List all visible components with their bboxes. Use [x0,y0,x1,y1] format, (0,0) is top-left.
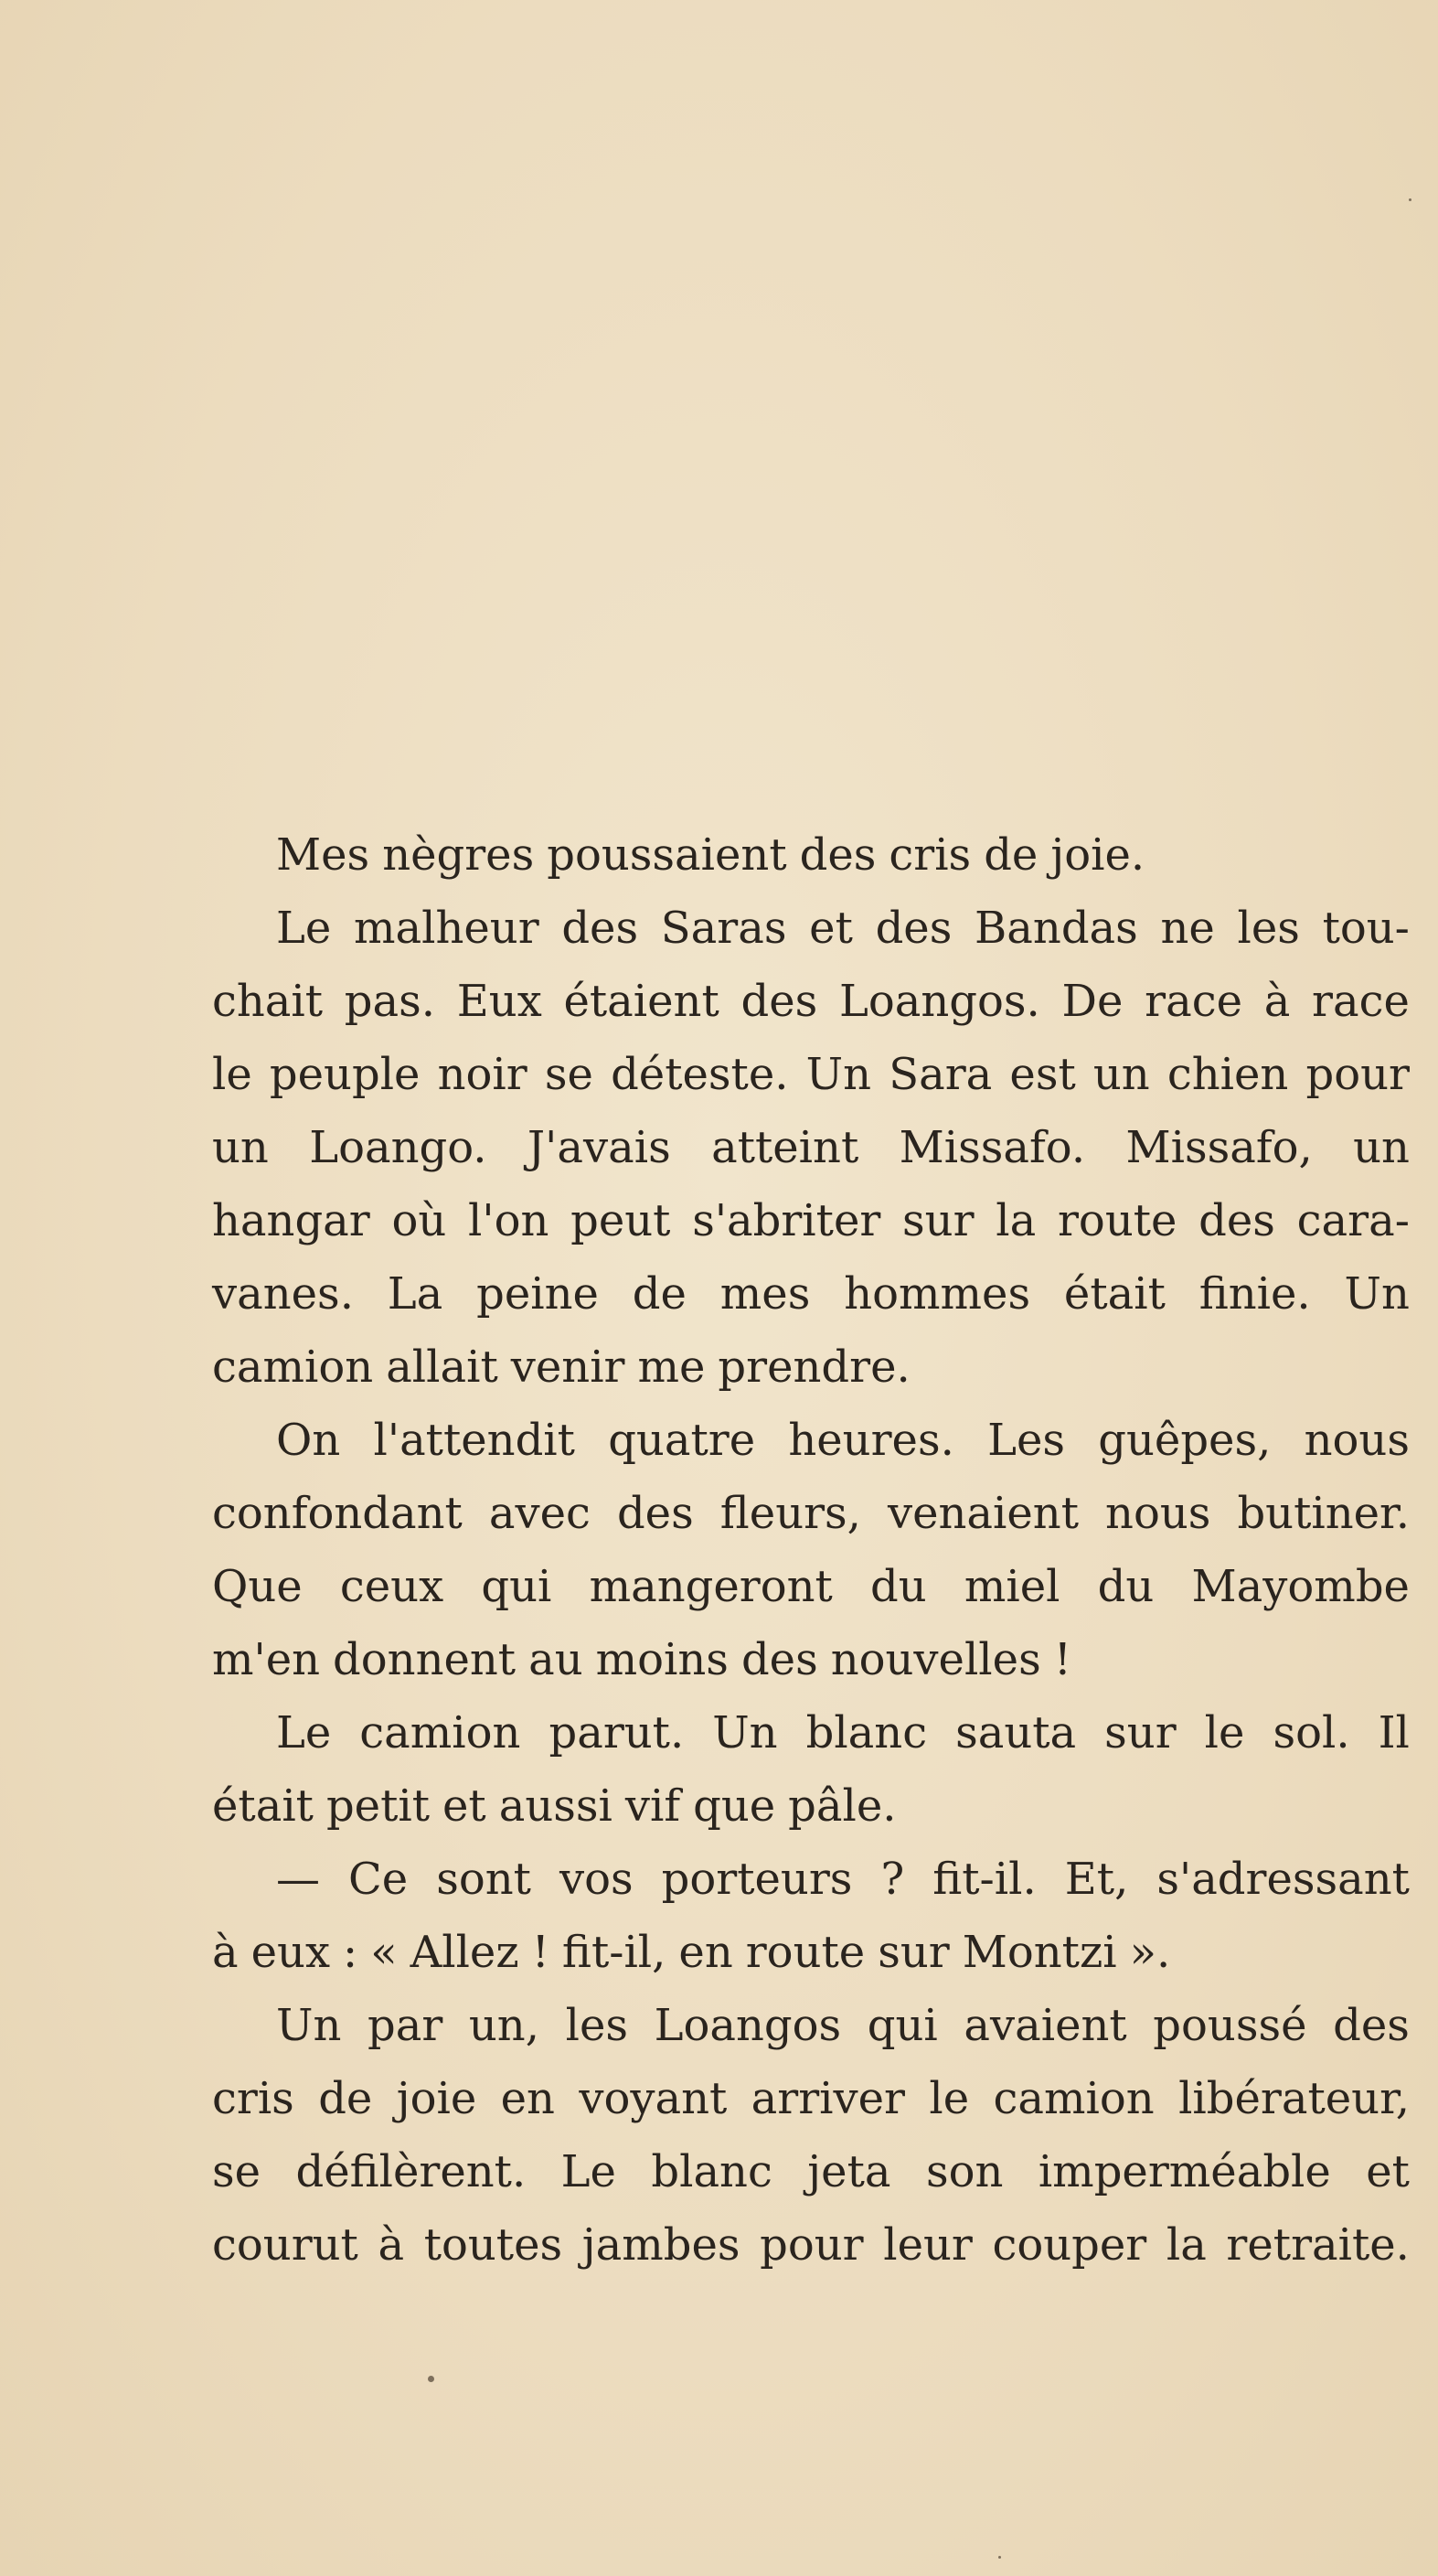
text-line: le peuple noir se déteste. Un Sara est un chien pour [212,1049,1410,1100]
text-line: était petit et aussi vif que pâle. [212,1780,897,1832]
text-line: vanes. La peine de mes hommes était finie. Un [212,1268,1410,1320]
text-line: Le camion parut. Un blanc sauta sur le sol. Il [276,1707,1410,1758]
text-line: se défilèrent. Le blanc jeta son imperméable et [212,2146,1410,2197]
text-line: hangar où l'on peut s'abriter sur la route des cara- [212,1195,1410,1246]
text-line: un Loango. J'avais atteint Missafo. Missafo, un [212,1122,1410,1173]
text-line: Que ceux qui mangeront du miel du Mayombe [212,1561,1410,1612]
text-line: cris de joie en voyant arriver le camion libérateur, [212,2073,1410,2124]
text-line: confondant avec des fleurs, venaient nous butiner. [212,1488,1410,1539]
text-line: chait pas. Eux étaient des Loangos. De race à race [212,976,1410,1027]
text-line: On l'attendit quatre heures. Les guêpes, nous [276,1415,1410,1466]
body-text [212,818,1410,2282]
paper-speck [428,2376,434,2382]
text-line: à eux : « Allez ! fit-il, en route sur Montzi ». [212,1927,1171,1978]
paper-speck [1409,198,1411,201]
text-line: — Ce sont vos porteurs ? fit-il. Et, s'adressant [276,1854,1410,1905]
text-line: m'en donnent au moins des nouvelles ! [212,1634,1071,1685]
text-line: Un par un, les Loangos qui avaient poussé des [276,2000,1410,2051]
paper-speck [998,2556,1001,2559]
text-line: camion allait venir me prendre. [212,1341,911,1393]
text-line: Le malheur des Saras et des Bandas ne les tou- [276,903,1410,954]
text-line: courut à toutes jambes pour leur couper la retraite. [212,2219,1410,2271]
text-line: Mes nègres poussaient des cris de joie. [276,829,1145,881]
